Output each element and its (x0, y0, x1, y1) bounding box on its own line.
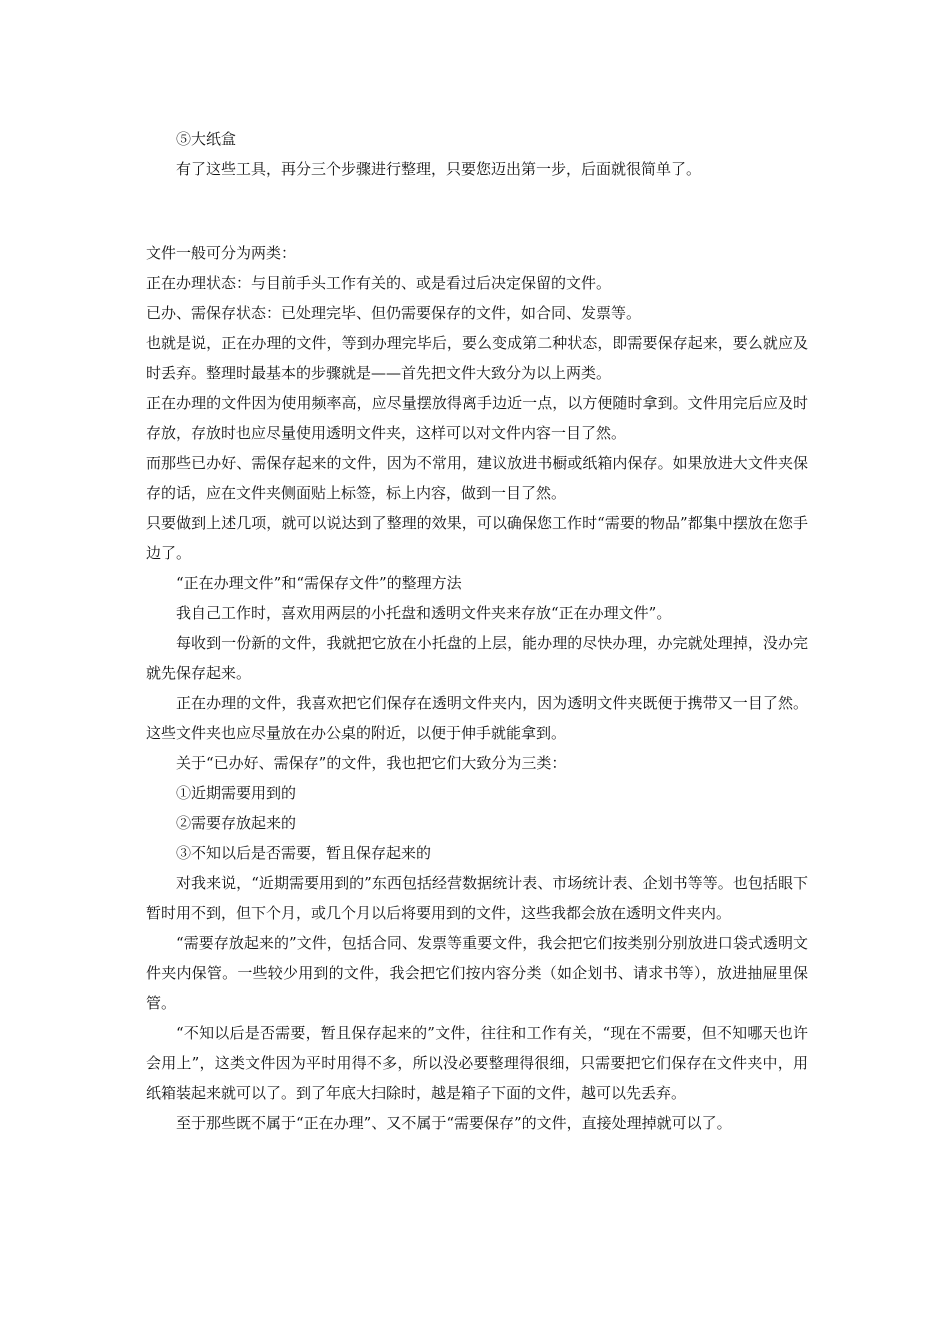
paragraph: 正在办理的文件因为使用频率高，应尽量摆放得离手边近一点，以方便随时拿到。文件用完后应及时存放，存放时也应尽量使用透明文件夹，这样可以对文件内容一目了然。 (146, 394, 808, 442)
intro-paragraph: 有了这些工具，再分三个步骤进行整理，只要您迈出第一步，后面就很简单了。 (176, 160, 702, 178)
document-body (146, 124, 808, 1138)
list-item-1: ①近期需要用到的 (176, 784, 297, 802)
paragraph: 只要做到上述几项，就可以说达到了整理的效果，可以确保您工作时“需要的物品”都集中摆放在您手边了。 (146, 514, 808, 562)
paragraph: 至于那些既不属于“正在办理”、又不属于“需要保存”的文件，直接处理掉就可以了。 (176, 1114, 732, 1132)
list-item-2: ②需要存放起来的 (176, 814, 297, 832)
paragraph: 已办、需保存状态：已处理完毕、但仍需要保存的文件，如合同、发票等。 (146, 304, 642, 322)
paragraph: “需要存放起来的”文件，包括合同、发票等重要文件，我会把它们按类别分别放进口袋式透明文件夹内保管。一些较少用到的文件，我会把它们按内容分类（如企划书、请求书等），放进抽屉里保管。 (146, 934, 808, 1012)
section-gap (146, 184, 808, 238)
section-heading: “正在办理文件”和“需保存文件”的整理方法 (176, 574, 462, 592)
paragraph: 关于“已办好、需保存”的文件，我也把它们大致分为三类： (176, 754, 567, 772)
paragraph: “不知以后是否需要，暂且保存起来的”文件，往往和工作有关，“现在不需要，但不知哪天也许会用上”，这类文件因为平时用得不多，所以没必要整理得很细，只需要把它们保存在文件夹中，用纸箱装起来就可以了。到了年底大扫除时，越是箱子下面的文件，越可以先丢弃。 (146, 1024, 808, 1102)
paragraph: 对我来说，“近期需要用到的”东西包括经营数据统计表、市场统计表、企划书等等。也包括眼下暂时用不到，但下个月，或几个月以后将要用到的文件，这些我都会放在透明文件夹内。 (146, 874, 808, 922)
list-item-3: ③不知以后是否需要，暂且保存起来的 (176, 844, 432, 862)
paragraph: 每收到一份新的文件，我就把它放在小托盘的上层，能办理的尽快办理，办完就处理掉，没办完就先保存起来。 (146, 634, 808, 682)
paragraph: 正在办理的文件，我喜欢把它们保存在透明文件夹内，因为透明文件夹既便于携带又一目了然。这些文件夹也应尽量放在办公桌的附近，以便于伸手就能拿到。 (146, 694, 808, 742)
paragraph: 正在办理状态：与目前手头工作有关的、或是看过后决定保留的文件。 (146, 274, 612, 292)
list-item-5: ⑤大纸盒 (176, 130, 237, 148)
paragraph: 我自己工作时，喜欢用两层的小托盘和透明文件夹来存放“正在办理文件”。 (176, 604, 672, 622)
paragraph: 而那些已办好、需保存起来的文件，因为不常用，建议放进书橱或纸箱内保存。如果放进大文件夹保存的话，应在文件夹侧面贴上标签，标上内容，做到一目了然。 (146, 454, 808, 502)
paragraph: 文件一般可分为两类： (146, 244, 297, 262)
paragraph: 也就是说，正在办理的文件，等到办理完毕后，要么变成第二种状态，即需要保存起来，要么就应及时丢弃。整理时最基本的步骤就是——首先把文件大致分为以上两类。 (146, 334, 808, 382)
